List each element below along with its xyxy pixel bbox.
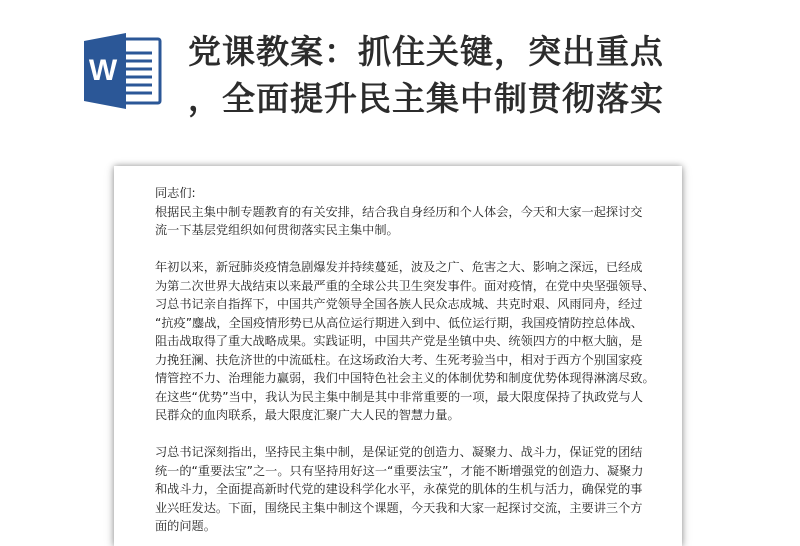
paragraph-line: 情管控不力、治理能力赢弱，我们中国特色社会主义的体制优势和制度优势体现得淋漓尽致。 (155, 371, 655, 385)
paragraph-line: 习总书记深刻指出，坚持民主集中制，是保证党的创造力、凝聚力、战斗力，保证党的团结 (155, 445, 643, 459)
document-body (155, 184, 655, 536)
paragraph-line: 在这些“优势”当中，我认为民主集中制是其中非常重要的一项，最大限度保持了执政党与人 (155, 389, 643, 404)
title-line-1: 党课教案：抓住关键，突出重点 (188, 32, 664, 71)
paragraph-line: 年初以来，新冠肺炎疫情急剧爆发并持续蔓延，波及之广、危害之大、影响之深远，已经成 (155, 260, 643, 274)
paragraph-line: 流一下基层党组织如何贯彻落实民主集中制。 (155, 223, 399, 237)
word-icon-letter: W (88, 54, 118, 87)
paragraph-line: 阻击战取得了重大战略成果。实践证明，中国共产党是坐镇中央、统领四方的中枢大脑，是 (155, 334, 643, 348)
document-preview-area (0, 150, 800, 533)
salutation: 同志们: (155, 186, 196, 200)
paragraph-line: 为第二次世界大战结束以来最严重的全球公共卫生突发事件。面对疫情，在党中央坚强领导、 (155, 278, 655, 293)
paragraph-line: 和战斗力，全面提高新时代党的建设科学化水平，永葆党的肌体的生机与活力，确保党的事 (155, 482, 643, 496)
paragraph-2 (155, 258, 655, 425)
page-title (188, 28, 748, 122)
paragraph-gap (155, 240, 635, 259)
paragraph-line: 统一的“重要法宝”之一。只有坚持用好这一“重要法宝”，才能不断增强党的创造力、凝聚力 (155, 463, 644, 478)
paragraph-line: 业兴旺发达。下面，围绕民主集中制这个课题，今天我和大家一起探讨交流，主要讲三个方 (155, 500, 643, 515)
paragraph-gap (155, 425, 635, 444)
header (0, 0, 800, 150)
paragraph-3 (155, 443, 644, 536)
paragraph-line: 根据民主集中制专题教育的有关安排，结合我自身经历和个人体会，今天和大家一起探讨交 (155, 204, 643, 219)
paragraph-1 (155, 203, 643, 240)
paragraph-line: 习总书记亲自指挥下，中国共产党领导全国各族人民众志成城、共克时艰、风雨同舟，经过 (155, 297, 643, 311)
word-doc-icon (82, 31, 164, 111)
title-line-2: ，全面提升民主集中制贯彻落实 (188, 79, 664, 118)
paragraph-line: 力挽狂澜、扶危济世的中流砥柱。在这场政治大考、生死考验当中，相对于西方个别国家疫 (155, 352, 643, 367)
paragraph-line: 面的问题。 (155, 519, 216, 533)
paragraph-line: 民群众的血肉联系，最大限度汇聚广大人民的智慧力量。 (155, 408, 460, 422)
paragraph-line: “抗疫”鏖战，全国疫情形势已从高位运行期进入到中、低位运行期，我国疫情防控总体战、 (155, 315, 643, 330)
document-page[interactable] (114, 166, 682, 546)
